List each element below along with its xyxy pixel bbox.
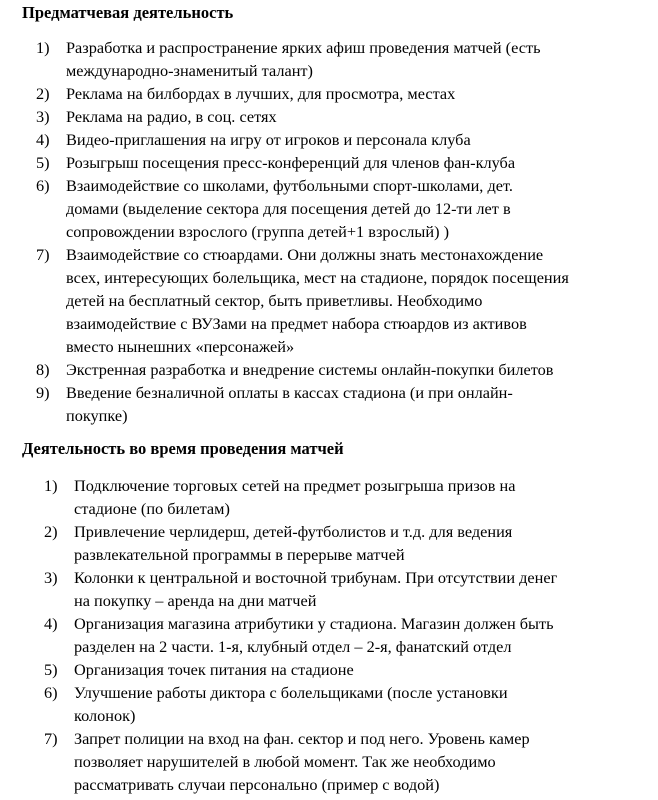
- text-line: Розыгрыш посещения пресс-конференций для членов фан-клуба: [66, 153, 516, 172]
- list-item: [44, 658, 648, 681]
- text-line: вместо нынешних «персонажей»: [66, 337, 295, 356]
- item-text: [74, 474, 648, 520]
- text-line: международно-знаменитый талант): [66, 61, 313, 80]
- text-line: Улучшение работы диктора с болельщиками (после установки: [74, 683, 508, 702]
- item-text: [74, 681, 648, 727]
- text-line: Реклама на билбордах в лучших, для просмотра, местах: [66, 84, 456, 103]
- list-item: [36, 381, 648, 427]
- list-item: [36, 128, 648, 151]
- item-number: 8): [36, 360, 50, 379]
- item-number: 3): [36, 107, 50, 126]
- item-text: [74, 612, 648, 658]
- text-line: всех, интересующих болельщика, мест на стадионе, порядок посещения: [66, 268, 569, 287]
- text-line: Организация магазина атрибутики у стадиона. Магазин должен быть: [74, 614, 554, 633]
- item-number: 9): [36, 383, 50, 402]
- text-line: домами (выделение сектора для посещения детей до 12-ти лет в: [66, 199, 511, 218]
- item-number: 5): [36, 153, 50, 172]
- text-line: Взаимодействие со стюардами. Они должны знать местонахождение: [66, 245, 544, 264]
- list-item: [36, 358, 648, 381]
- item-number: 1): [44, 476, 58, 495]
- text-line: покупке): [66, 406, 128, 425]
- section-heading-matchday: Деятельность во время проведения матчей: [22, 439, 344, 458]
- list-item: [44, 520, 648, 566]
- list-item: [36, 36, 648, 82]
- item-number: 7): [44, 729, 58, 748]
- item-number: 7): [36, 245, 50, 264]
- item-text: [66, 36, 648, 82]
- list-item: [36, 82, 648, 105]
- text-line: Взаимодействие со школами, футбольными спорт-школами, дет.: [66, 176, 513, 195]
- text-line: Привлечение черлидерш, детей-футболистов и т.д. для ведения: [74, 522, 513, 541]
- text-line: колонок): [74, 706, 136, 725]
- text-line: рассматривать случаи персонально (пример с водой): [74, 775, 440, 794]
- item-number: 4): [36, 130, 50, 149]
- item-number: 5): [44, 660, 58, 679]
- text-line: стадионе (по билетам): [74, 499, 230, 518]
- item-text: [66, 174, 648, 243]
- text-line: детей на бесплатный сектор, быть приветливы. Необходимо: [66, 291, 483, 310]
- list-item: [36, 105, 648, 128]
- text-line: Видео-приглашения на игру от игроков и персонала клуба: [66, 130, 471, 149]
- text-line: Колонки к центральной и восточной трибунам. При отсутствии денег: [74, 568, 558, 587]
- text-line: Разработка и распространение ярких афиш проведения матчей (есть: [66, 38, 541, 57]
- item-text: [66, 243, 648, 358]
- text-line: сопровождении взрослого (группа детей+1 взрослый) ): [66, 222, 449, 241]
- text-line: взаимодействие с ВУЗами на предмет набора стюардов из активов: [66, 314, 527, 333]
- text-line: на покупку – аренда на дни матчей: [74, 591, 317, 610]
- list-item: [44, 612, 648, 658]
- list-item: [44, 681, 648, 727]
- text-line: Запрет полиции на вход на фан. сектор и под него. Уровень камер: [74, 729, 530, 748]
- item-text: [74, 658, 648, 681]
- list-item: [36, 151, 648, 174]
- item-text: [66, 381, 648, 427]
- list-item: [44, 566, 648, 612]
- item-number: 4): [44, 614, 58, 633]
- text-line: Организация точек питания на стадионе: [74, 660, 354, 679]
- text-line: Экстренная разработка и внедрение системы онлайн-покупки билетов: [66, 360, 554, 379]
- item-number: 6): [36, 176, 50, 195]
- text-line: развлекательной программы в перерыве матчей: [74, 545, 405, 564]
- text-line: разделен на 2 части. 1-я, клубный отдел – 2-я, фанатский отдел: [74, 637, 512, 656]
- list-item: [44, 727, 648, 796]
- list-item: [36, 174, 648, 243]
- item-text: [66, 128, 648, 151]
- item-number: 6): [44, 683, 58, 702]
- text-line: Подключение торговых сетей на предмет розыгрыша призов на: [74, 476, 516, 495]
- item-text: [66, 151, 648, 174]
- item-text: [74, 520, 648, 566]
- item-number: 2): [36, 84, 50, 103]
- item-text: [66, 105, 648, 128]
- list-item: [44, 474, 648, 520]
- text-line: позволяет нарушителей в любой момент. Так же необходимо: [74, 752, 496, 771]
- matchday-list: [44, 474, 648, 796]
- text-line: Введение безналичной оплаты в кассах стадиона (и при онлайн-: [66, 383, 513, 402]
- item-text: [66, 358, 648, 381]
- item-number: 3): [44, 568, 58, 587]
- list-item: [36, 243, 648, 358]
- text-line: Реклама на радио, в соц. сетях: [66, 107, 277, 126]
- item-number: 2): [44, 522, 58, 541]
- section-heading-prematch: Предматчевая деятельность: [22, 3, 234, 22]
- prematch-list: [36, 36, 648, 427]
- item-number: 1): [36, 38, 50, 57]
- item-text: [74, 566, 648, 612]
- item-text: [66, 82, 648, 105]
- item-text: [74, 727, 648, 796]
